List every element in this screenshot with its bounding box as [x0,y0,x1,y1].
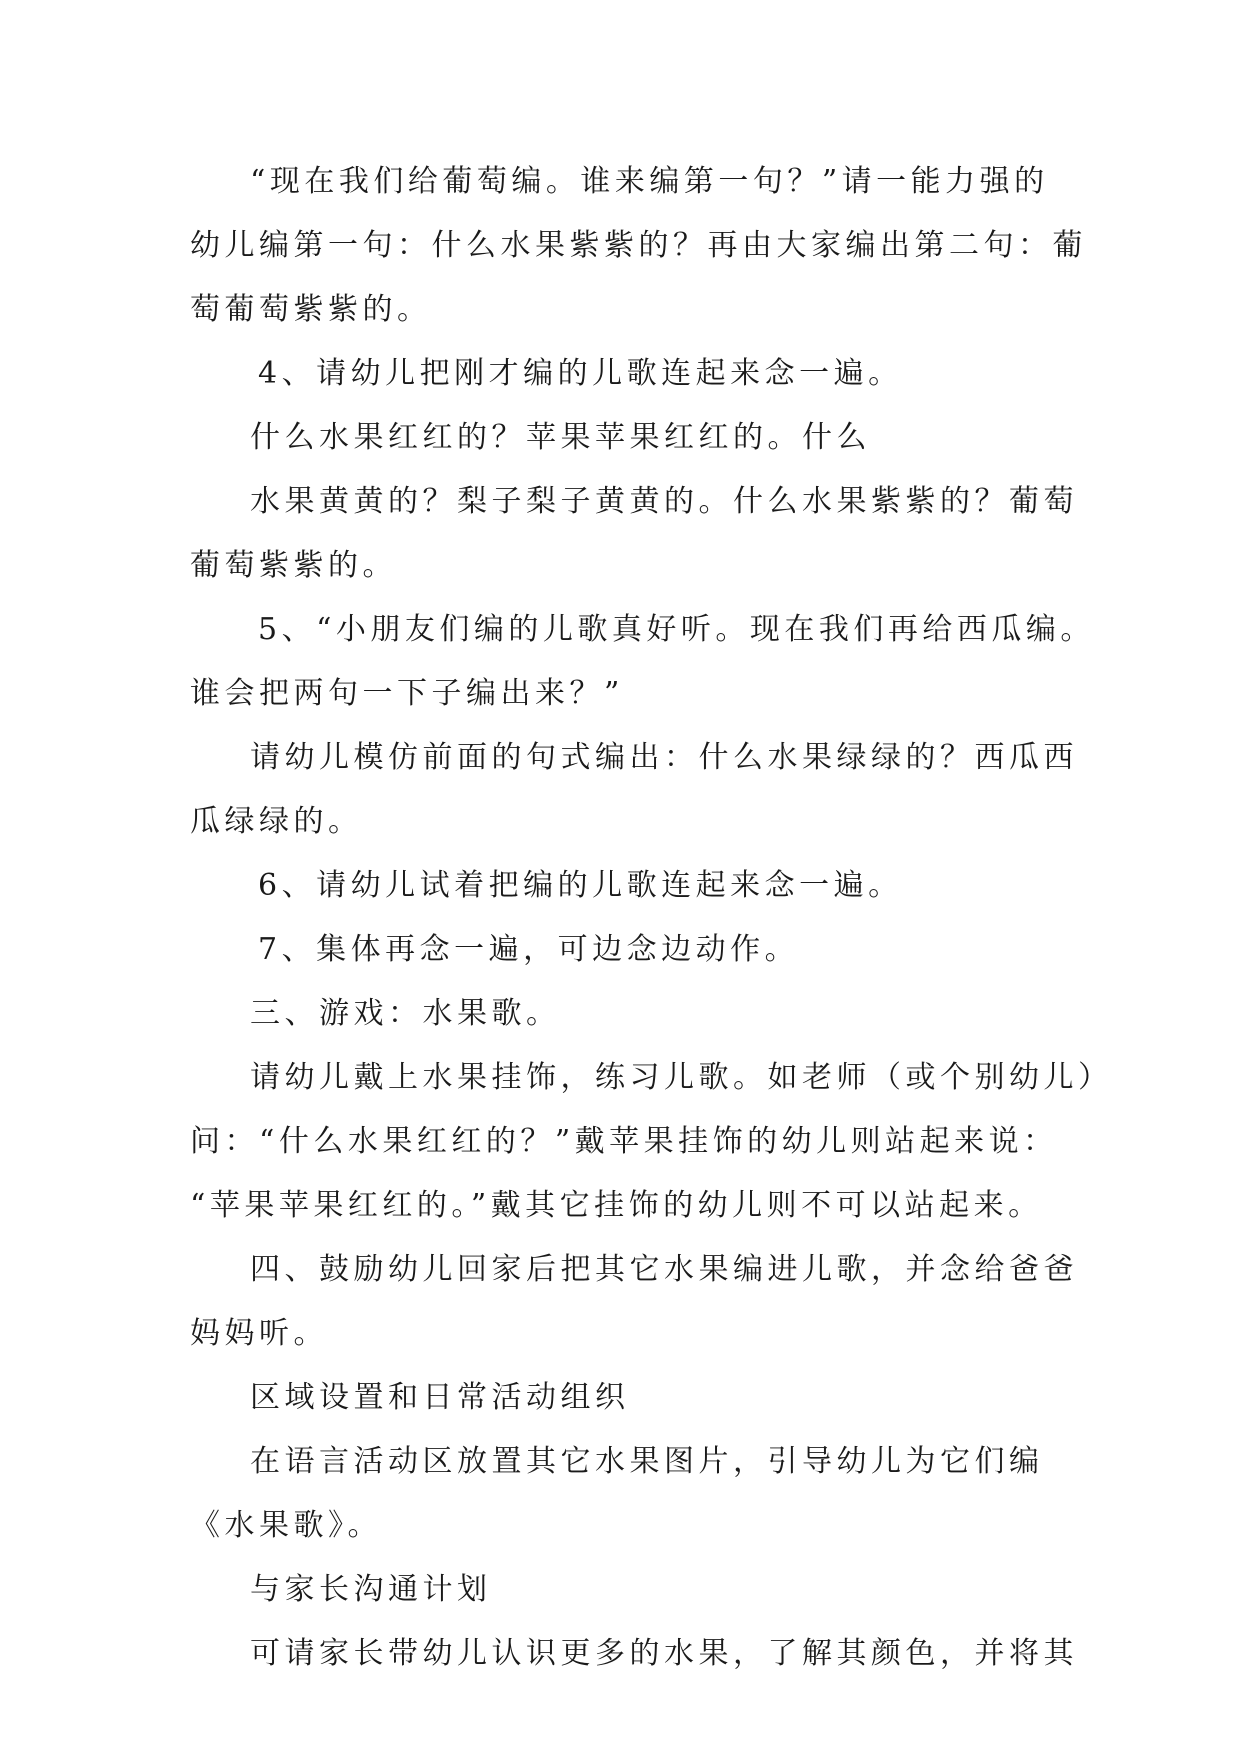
text-line-13: 7、集体再念一遍，可边念边动作。 [258,932,800,967]
text-line-14: 三、游戏：水果歌。 [250,996,561,1031]
text-line-3: 萄葡萄紫紫的。 [190,292,432,327]
text-line-15: 请幼儿戴上水果挂饰，练习儿歌。如老师（或个别幼儿） [250,1060,1113,1095]
text-line-19: 妈妈听。 [190,1316,328,1351]
text-line-10: 请幼儿模仿前面的句式编出：什么水果绿绿的？西瓜西 [250,740,1078,775]
text-line-5: 什么水果红红的？苹果苹果红红的。什么 [250,420,871,455]
text-line-17: “苹果苹果红红的。”戴其它挂饰的幼儿则不可以站起来。 [190,1188,1043,1223]
text-line-22: 《水果歌》。 [190,1508,382,1543]
document-body [190,150,1113,1686]
text-line-9: 谁会把两句一下子编出来？” [190,676,624,711]
text-line-23: 与家长沟通计划 [250,1572,492,1607]
text-line-16: 问：“什么水果红红的？”戴苹果挂饰的幼儿则站起来说： [190,1124,1058,1159]
text-line-6: 水果黄黄的？梨子梨子黄黄的。什么水果紫紫的？葡萄 [250,484,1078,519]
text-line-24: 可请家长带幼儿认识更多的水果，了解其颜色，并将其 [250,1636,1078,1671]
text-line-12: 6、请幼儿试着把编的儿歌连起来念一遍。 [258,868,903,903]
text-line-20: 区域设置和日常活动组织 [250,1380,630,1415]
text-line-21: 在语言活动区放置其它水果图片，引导幼儿为它们编 [250,1444,1044,1479]
text-line-8: 5、“小朋友们编的儿歌真好听。现在我们再给西瓜编。 [258,612,1095,647]
text-line-1: “现在我们给葡萄编。谁来编第一句？”请一能力强的 [250,164,1049,199]
text-line-2: 幼儿编第一句：什么水果紫紫的？再由大家编出第二句：葡 [190,228,1087,263]
text-line-4: 4、请幼儿把刚才编的儿歌连起来念一遍。 [258,356,903,391]
text-line-7: 葡萄紫紫的。 [190,548,397,583]
text-line-18: 四、鼓励幼儿回家后把其它水果编进儿歌，并念给爸爸 [250,1252,1078,1287]
text-line-11: 瓜绿绿的。 [190,804,363,839]
